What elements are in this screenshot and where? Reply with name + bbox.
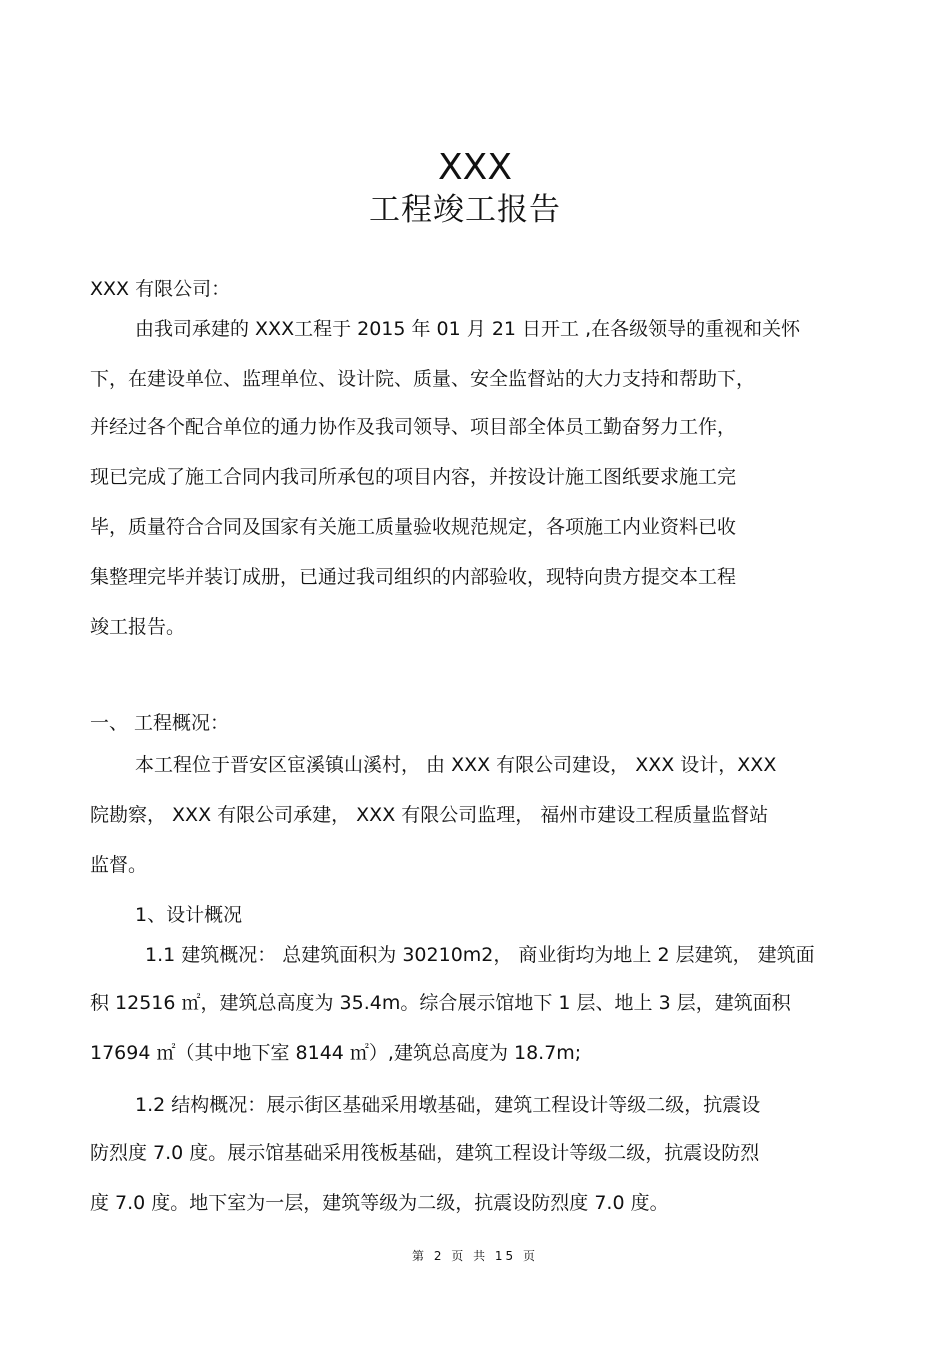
struct-line: 度 7.0 度。地下室为一层，建筑等级为二级，抗震设防烈度 7.0 度。 (90, 1192, 669, 1214)
intro-line: 下，在建设单位、监理单位、设计院、质量、安全监督站的大力支持和帮助下， (90, 368, 756, 390)
intro-line: 集整理完毕并装订成册，已通过我司组织的内部验收，现特向贵方提交本工程 (90, 566, 737, 588)
sub-heading: 1、设计概况 (135, 904, 243, 926)
section-heading: 一、 工程概况： (90, 712, 230, 734)
title-line-1: XXX (438, 147, 512, 188)
intro-line: 竣工报告。 (90, 616, 186, 638)
arch-line: 积 12516 ㎡，建筑总高度为 35.4m。综合展示馆地下 1 层、地上 3 层，建筑面积 (90, 992, 791, 1014)
intro-line: 现已完成了施工合同内我司所承包的项目内容，并按设计施工图纸要求施工完 (90, 466, 737, 488)
struct-line: 防烈度 7.0 度。展示馆基础采用筏板基础，建筑工程设计等级二级，抗震设防烈 (90, 1142, 760, 1164)
page-footer: 第 2 页 共 15 页 (412, 1249, 538, 1263)
intro-line: 并经过各个配合单位的通力协作及我司领导、项目部全体员工勤奋努力工作， (90, 416, 737, 438)
arch-line: 1.1 建筑概况： 总建筑面积为 30210m2， 商业街均为地上 2 层建筑， 建筑面 (145, 944, 815, 966)
overview-line: 本工程位于晋安区宦溪镇山溪村， 由 XXX 有限公司建设， XXX 设计，XXX (135, 754, 777, 776)
intro-line: 毕，质量符合合同及国家有关施工质量验收规范规定，各项施工内业资料已收 (90, 516, 737, 538)
overview-line: 院勘察， XXX 有限公司承建， XXX 有限公司监理， 福州市建设工程质量监督站 (90, 804, 769, 826)
title-line-2: 工程竣工报告 (369, 192, 561, 228)
addressee: XXX 有限公司： (90, 278, 231, 300)
arch-line: 17694 ㎡（其中地下室 8144 ㎡）,建筑总高度为 18.7m; (90, 1042, 582, 1064)
overview-line: 监督。 (90, 854, 148, 876)
struct-line: 1.2 结构概况：展示街区基础采用墩基础，建筑工程设计等级二级，抗震设 (135, 1094, 761, 1116)
intro-line: 由我司承建的 XXX工程于 2015 年 01 月 21 日开工 ,在各级领导的重视和关怀 (135, 318, 801, 340)
